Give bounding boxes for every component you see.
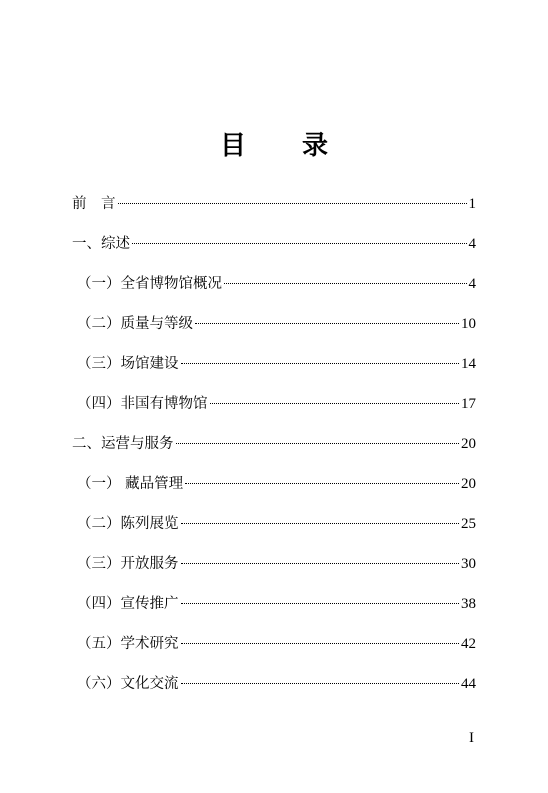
- toc-entry-page: 38: [461, 596, 476, 612]
- toc-leader-dots: [181, 523, 460, 524]
- toc-entry-label: （五）学术研究: [77, 636, 179, 652]
- toc-entry[interactable]: [72, 233, 476, 273]
- toc-entry[interactable]: [72, 673, 476, 713]
- toc-entry-label: （四）宣传推广: [77, 596, 179, 612]
- toc-entry-page: 1: [468, 196, 476, 212]
- toc-entry[interactable]: [72, 433, 476, 473]
- toc-entry-label: 二、运营与服务: [72, 436, 174, 452]
- toc-entry-page: 30: [461, 556, 476, 572]
- toc-entry-label: （二）质量与等级: [77, 316, 193, 332]
- toc-entry-label: （六）文化交流: [77, 676, 179, 692]
- toc-entry-page: 20: [461, 436, 476, 452]
- toc-leader-dots: [132, 243, 467, 244]
- toc-entry[interactable]: [72, 353, 476, 393]
- page-title: 目录: [219, 131, 384, 161]
- toc-entry[interactable]: [72, 313, 476, 353]
- page-number: I: [469, 730, 474, 746]
- toc-entry-page: 44: [461, 676, 476, 692]
- toc-entry[interactable]: [72, 633, 476, 673]
- toc-leader-dots: [118, 203, 467, 204]
- toc-entry-page: 25: [461, 516, 476, 532]
- toc-entry-label: 前 言: [72, 196, 116, 212]
- toc-entry-label: 一、综述: [72, 236, 130, 252]
- toc-entry[interactable]: [72, 473, 476, 513]
- toc-entry-label: （四）非国有博物馆: [77, 396, 208, 412]
- toc-entry[interactable]: [72, 513, 476, 553]
- toc-entry-label: （三）场馆建设: [77, 356, 179, 372]
- toc-leader-dots: [181, 363, 460, 364]
- toc-entry-page: 20: [461, 476, 476, 492]
- toc-leader-dots: [181, 683, 460, 684]
- toc-entry-page: 14: [461, 356, 476, 372]
- toc-entry[interactable]: [72, 593, 476, 633]
- toc-entry-page: 42: [461, 636, 476, 652]
- toc-leader-dots: [181, 603, 460, 604]
- toc-leader-dots: [176, 443, 460, 444]
- toc-entry-page: 4: [468, 236, 476, 252]
- toc-leader-dots: [181, 643, 460, 644]
- table-of-contents: [72, 193, 476, 713]
- toc-entry-page: 17: [461, 396, 476, 412]
- toc-entry[interactable]: [72, 553, 476, 593]
- toc-entry-label: （一）全省博物馆概况: [77, 276, 222, 292]
- toc-leader-dots: [195, 323, 459, 324]
- toc-entry[interactable]: [72, 193, 476, 233]
- toc-leader-dots: [210, 403, 460, 404]
- toc-entry-label: （二）陈列展览: [77, 516, 179, 532]
- toc-entry[interactable]: [72, 393, 476, 433]
- toc-leader-dots: [185, 483, 459, 484]
- toc-entry-page: 4: [468, 276, 476, 292]
- toc-entry-label: （一） 藏品管理: [77, 476, 184, 492]
- toc-entry-label: （三）开放服务: [77, 556, 179, 572]
- toc-leader-dots: [224, 283, 467, 284]
- toc-entry[interactable]: [72, 273, 476, 313]
- toc-entry-page: 10: [461, 316, 476, 332]
- toc-leader-dots: [181, 563, 460, 564]
